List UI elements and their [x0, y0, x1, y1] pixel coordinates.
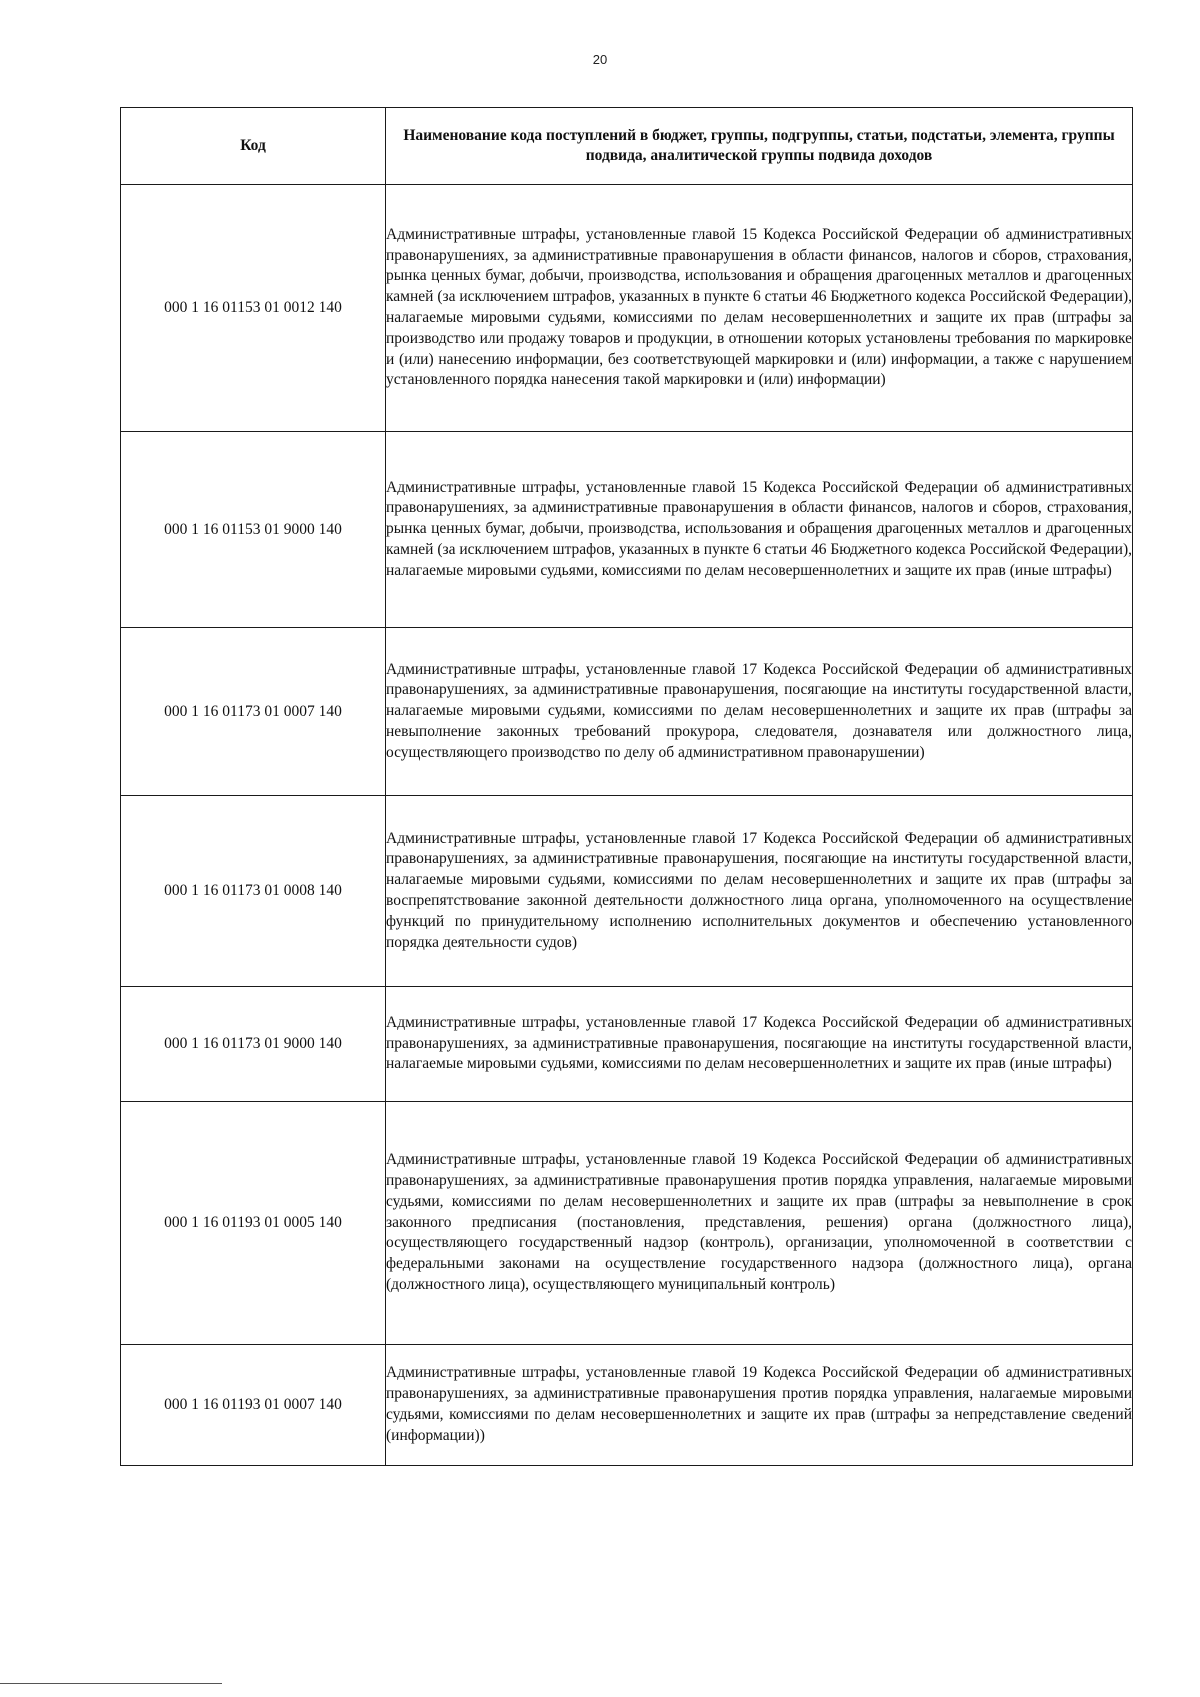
table-row: [121, 796, 1133, 987]
header-name: Наименование кода поступлений в бюджет, группы, подгруппы, статьи, подстатьи, элемента, группы подвида, аналитической группы подвида доходов: [386, 108, 1133, 185]
row-code: 000 1 16 01173 01 0007 140: [121, 628, 386, 796]
row-description: Административные штрафы, установленные главой 19 Кодекса Российской Федерации об административных правонарушениях, за административные правонарушения против порядка управления, налагаемые мировыми судьями, комиссиями по делам несовершеннолетних и защите их прав (штрафы за непредставление сведений (информации)): [386, 1345, 1133, 1466]
header-code: Код: [121, 108, 386, 185]
row-description: Административные штрафы, установленные главой 17 Кодекса Российской Федерации об административных правонарушениях, за административные правонарушения, посягающие на институты государственной власти, налагаемые мировыми судьями, комиссиями по делам несовершеннолетних и защите их прав (штрафы за воспрепятствование законной деятельности должностного лица органа, уполномоченного на осуществление функций по принудительному исполнению исполнительных документов и обеспечению установленного порядка деятельности судов): [386, 796, 1133, 987]
row-code: 000 1 16 01153 01 9000 140: [121, 432, 386, 628]
row-description: Административные штрафы, установленные главой 17 Кодекса Российской Федерации об административных правонарушениях, за административные правонарушения, посягающие на институты государственной власти, налагаемые мировыми судьями, комиссиями по делам несовершеннолетних и защите их прав (иные штрафы): [386, 987, 1133, 1102]
table-row: [121, 628, 1133, 796]
revenue-codes-table: [120, 107, 1133, 1466]
footer-rule: [0, 1683, 222, 1684]
table-row: [121, 185, 1133, 432]
page-number: 20: [592, 52, 608, 67]
table-row: [121, 987, 1133, 1102]
row-code: 000 1 16 01193 01 0007 140: [121, 1345, 386, 1466]
row-description: Административные штрафы, установленные главой 15 Кодекса Российской Федерации об административных правонарушениях, за административные правонарушения в области финансов, налогов и сборов, страхования, рынка ценных бумаг, добычи, производства, использования и обращения драгоценных металлов и драгоценных камней (за исключением штрафов, указанных в пункте 6 статьи 46 Бюджетного кодекса Российской Федерации), налагаемые мировыми судьями, комиссиями по делам несовершеннолетних и защите их прав (иные штрафы): [386, 432, 1133, 628]
row-description: Административные штрафы, установленные главой 17 Кодекса Российской Федерации об административных правонарушениях, за административные правонарушения, посягающие на институты государственной власти, налагаемые мировыми судьями, комиссиями по делам несовершеннолетних и защите их прав (штрафы за невыполнение законных требований прокурора, следователя, дознавателя или должностного лица, осуществляющего производство по делу об административном правонарушении): [386, 628, 1133, 796]
row-code: 000 1 16 01193 01 0005 140: [121, 1102, 386, 1345]
table-row: [121, 432, 1133, 628]
table-row: [121, 1345, 1133, 1466]
row-code: 000 1 16 01173 01 9000 140: [121, 987, 386, 1102]
row-code: 000 1 16 01153 01 0012 140: [121, 185, 386, 432]
row-code: 000 1 16 01173 01 0008 140: [121, 796, 386, 987]
table-header-row: [121, 108, 1133, 185]
row-description: Административные штрафы, установленные главой 19 Кодекса Российской Федерации об административных правонарушениях, за административные правонарушения против порядка управления, налагаемые мировыми судьями, комиссиями по делам несовершеннолетних и защите их прав (штрафы за невыполнение в срок законного предписания (постановления, представления, решения) органа (должностного лица), осуществляющего государственный надзор (контроль), организации, уполномоченной в соответствии с федеральными законами на осуществление государственного надзора (должностного лица), органа (должностного лица), осуществляющего муниципальный контроль): [386, 1102, 1133, 1345]
row-description: Административные штрафы, установленные главой 15 Кодекса Российской Федерации об административных правонарушениях, за административные правонарушения в области финансов, налогов и сборов, страхования, рынка ценных бумаг, добычи, производства, использования и обращения драгоценных металлов и драгоценных камней (за исключением штрафов, указанных в пункте 6 статьи 46 Бюджетного кодекса Российской Федерации), налагаемые мировыми судьями, комиссиями по делам несовершеннолетних и защите их прав (штрафы за производство или продажу товаров и продукции, в отношении которых установлены требования по маркировке и (или) нанесению информации, без соответствующей маркировки и (или) информации, а также с нарушением установленного порядка нанесения такой маркировки и (или) информации): [386, 185, 1133, 432]
table-row: [121, 1102, 1133, 1345]
